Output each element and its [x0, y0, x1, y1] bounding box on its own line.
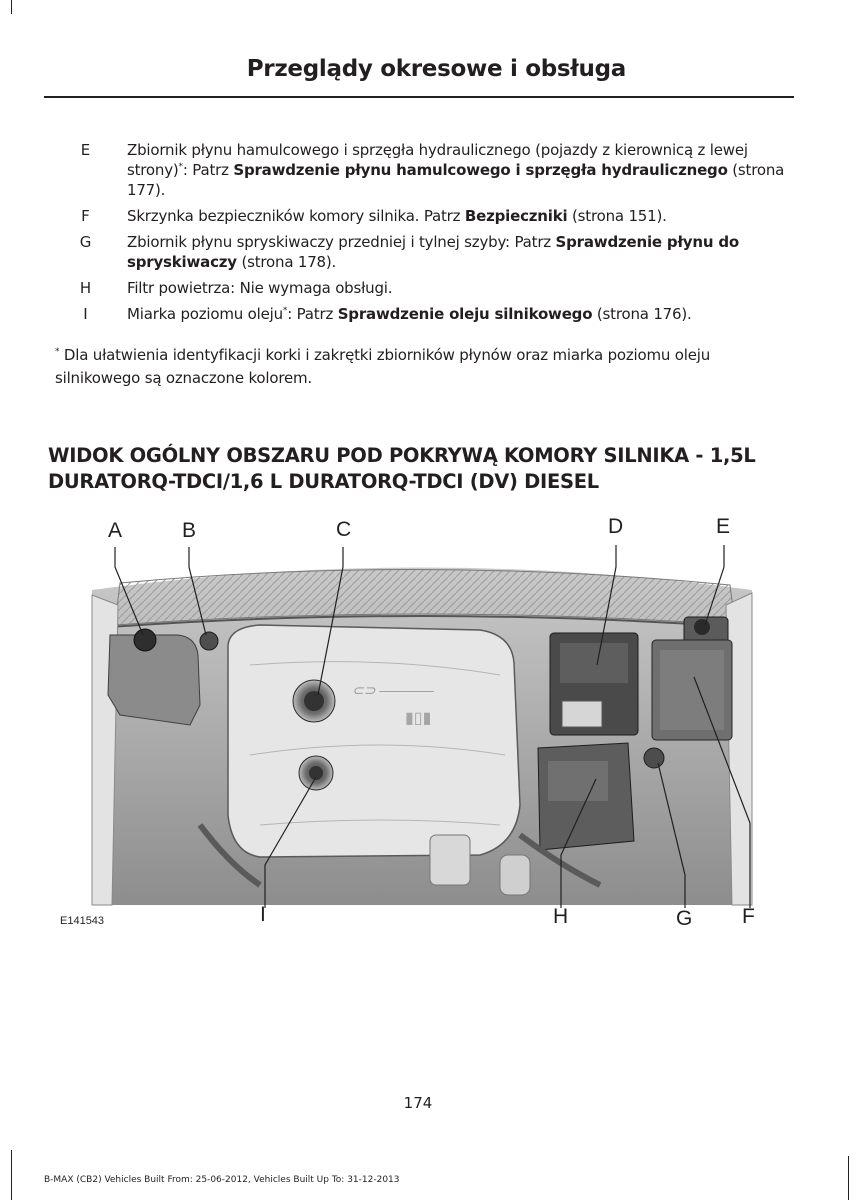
callout-c: C	[336, 518, 352, 541]
callout-g: G	[676, 907, 693, 930]
item-description	[127, 232, 787, 272]
footnote-mark: *	[282, 306, 288, 316]
text-run: Zbiornik płynu spryskiwaczy przedniej i tylnej szyby: Patrz	[127, 233, 556, 251]
coolant-reservoir	[108, 635, 200, 725]
page-header	[44, 52, 794, 98]
list-item	[44, 140, 794, 200]
callout-i: I	[260, 903, 266, 926]
item-description	[127, 140, 787, 200]
item-letter: I	[83, 305, 88, 323]
item-letter: G	[79, 233, 92, 251]
footnote	[55, 344, 795, 390]
cross-reference: Sprawdzenie płynu do spryskiwaczy	[127, 233, 740, 271]
text-run: (strona 178).	[236, 253, 337, 271]
cross-reference: Bezpieczniki	[464, 207, 568, 225]
item-letter: F	[81, 207, 90, 225]
text-run: : Patrz	[287, 305, 338, 323]
item-letter: E	[80, 141, 91, 159]
text-run: (strona 176).	[592, 305, 692, 323]
list-item	[44, 232, 794, 272]
footer-vehicle-info: B-MAX (CB2) Vehicles Built From: 25-06-2012, Vehicles Built Up To: 31-12-2013	[44, 1175, 400, 1185]
list-item	[44, 206, 794, 226]
section-title: WIDOK OGÓLNY OBSZARU POD POKRYWĄ KOMORY SILNIKA - 1,5L DURATORQ-TDCI/1,6 L DURATORQ-TDCI (DV) DIESEL	[48, 444, 756, 493]
callout-f: F	[742, 905, 755, 928]
engine-bay-illustration	[0, 505, 861, 945]
svg-text:⊂⊃ ‒‒‒‒‒‒‒: ⊂⊃ ‒‒‒‒‒‒‒	[352, 682, 434, 698]
callout-h: H	[553, 905, 569, 928]
text-run: Filtr powietrza: Nie wymaga obsługi.	[127, 279, 393, 297]
engine-cover	[228, 625, 520, 857]
callout-d: D	[608, 515, 624, 538]
text-run: (strona 151).	[567, 207, 667, 225]
item-list	[44, 140, 794, 330]
callout-b: B	[182, 519, 197, 542]
svg-text:▮▯▮: ▮▯▮	[405, 710, 432, 727]
list-item	[44, 304, 794, 324]
item-description	[127, 304, 787, 324]
crop-mark-bottom-right	[848, 1156, 849, 1200]
washer-fluid-cap	[644, 748, 664, 768]
text-run: (strona 177).	[127, 161, 785, 199]
callout-a: A	[108, 519, 123, 542]
page-title: Przeglądy okresowe i obsługa	[246, 56, 626, 82]
text-run: Miarka poziomu oleju	[127, 305, 283, 323]
list-item	[44, 278, 794, 298]
cross-reference: Sprawdzenie płynu hamulcowego i sprzęgła hydraulicznego	[233, 161, 728, 179]
item-letter: H	[79, 279, 92, 297]
page-number: 174	[403, 1094, 433, 1112]
item-description	[127, 206, 787, 226]
footnote-mark: *	[55, 347, 60, 357]
engine-bay-figure	[0, 505, 861, 945]
text-run: Skrzynka bezpieczników komory silnika. Patrz	[127, 207, 465, 225]
crop-mark-top-left	[11, 0, 12, 14]
cross-reference: Sprawdzenie oleju silnikowego	[337, 305, 593, 323]
item-description	[127, 278, 787, 298]
crop-mark-bottom-left	[11, 1150, 12, 1200]
footnote-mark: *	[178, 162, 183, 172]
footnote-text: Dla ułatwienia identyfikacji korki i zakrętki zbiorników płynów oraz miarka poziomu oleju silnikowego są oznaczone kolorem.	[55, 346, 711, 387]
text-run: Zbiornik płynu hamulcowego i sprzęgła hydraulicznego (pojazdy z kierownicą z lewej strony)	[127, 141, 748, 179]
callout-e: E	[716, 515, 731, 538]
text-run: : Patrz	[182, 161, 234, 179]
figure-id: E141543	[60, 915, 105, 927]
